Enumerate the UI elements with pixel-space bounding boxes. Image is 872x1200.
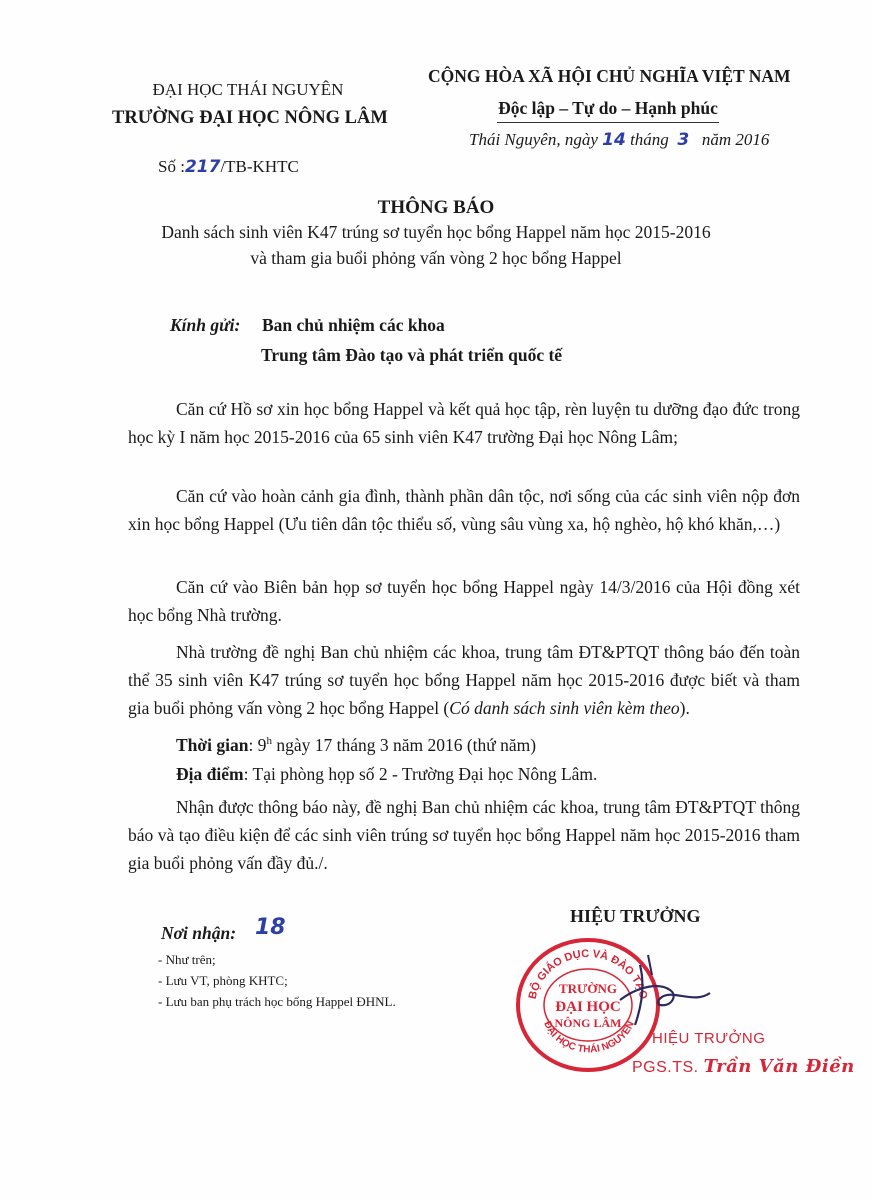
meeting-time <box>176 735 536 756</box>
paragraph-text: Căn cứ vào Biên bản họp sơ tuyển học bổng Happel ngày 14/3/2016 của Hội đồng xét học bổng Nhà trường. <box>128 577 800 625</box>
body-paragraph-5 <box>128 793 800 877</box>
handwritten-signature <box>600 945 730 1035</box>
notice-subtitle-line-2: và tham gia buổi phỏng vấn vòng 2 học bổng Happel <box>250 248 622 268</box>
stamp-center-line-2: ĐẠI HỌC <box>555 999 621 1015</box>
doc-number-handwritten: 217 <box>184 157 221 177</box>
time-label: Thời gian <box>176 735 249 755</box>
signature-title: HIỆU TRƯỞNG <box>570 906 701 926</box>
motto-underline <box>497 122 719 123</box>
meeting-place <box>176 764 597 785</box>
national-motto: Độc lập – Tự do – Hạnh phúc <box>498 98 718 118</box>
paragraph-text: Căn cứ Hồ sơ xin học bổng Happel và kết quả học tập, rèn luyện tu dưỡng đạo đức trong học kỳ I năm học 2015-2016 của 65 sinh viên K47 trường Đại học Nông Lâm; <box>128 399 800 447</box>
paragraph-text: Nhận được thông báo này, đề nghị Ban chủ nhiệm các khoa, trung tâm ĐT&PTQT thông báo và tạo điều kiện để các sinh viên trúng sơ tuyển học bổng Happel năm học 2015-2016 tham gia buổi phỏng vấn đầy đủ./. <box>128 797 800 873</box>
distribution-label: Nơi nhận: <box>161 923 237 943</box>
stamp-center-line-3: NÔNG LÂM <box>554 1016 622 1030</box>
recipient-line-2: Trung tâm Đào tạo và phát triển quốc tế <box>261 345 563 365</box>
document-number <box>158 157 299 177</box>
distribution-handwritten-mark: 18 <box>255 915 286 940</box>
body-paragraph-2 <box>128 482 800 538</box>
stamp-bottom-arc: ĐẠI HỌC THÁI NGUYÊN <box>541 1019 637 1056</box>
distribution-item: - Như trên; <box>158 952 216 967</box>
p4-end-text: ). <box>679 698 690 718</box>
parent-organization: ĐẠI HỌC THÁI NGUYÊN <box>152 80 344 99</box>
place-date-prefix: Thái Nguyên, ngày <box>469 130 598 149</box>
place-value: : Tại phòng họp số 2 - Trường Đại học Nông Lâm. <box>243 764 598 784</box>
time-superscript: h <box>266 735 272 748</box>
paragraph-text <box>128 638 800 722</box>
body-paragraph-1 <box>128 395 800 451</box>
recipients-label: Kính gửi: <box>170 315 241 335</box>
doc-number-suffix: /TB-KHTC <box>220 157 299 176</box>
body-paragraph-3 <box>128 573 800 629</box>
national-title: CỘNG HÒA XÃ HỘI CHỦ NGHĨA VIỆT NAM <box>428 66 791 86</box>
stamped-name: Trần Văn Điền <box>703 1056 855 1077</box>
body-paragraph-4 <box>128 638 800 722</box>
distribution-item: - Lưu ban phụ trách học bổng Happel ĐHNL. <box>158 994 396 1009</box>
date-month: 3 <box>677 130 690 150</box>
doc-number-prefix: Số : <box>158 157 185 176</box>
p4-italic-text: Có danh sách sinh viên kèm theo <box>449 698 680 718</box>
time-value-rest: ngày 17 tháng 3 năm 2016 (thứ năm) <box>271 735 537 755</box>
p4-main-text: Nhà trường đề nghị Ban chủ nhiệm các khoa, trung tâm ĐT&PTQT thông báo đến toàn thể 35 sinh viên K47 trúng sơ tuyển học bổng Happel năm học 2015-2016 được biết và tham gia buổi phỏng vấn vòng 2 học bổng Happel ( <box>128 642 800 718</box>
stamp-center-line-1: TRƯỜNG <box>558 981 618 996</box>
place-label: Địa điểm <box>176 764 244 784</box>
stamped-signer <box>632 1056 855 1077</box>
date-month-label: tháng <box>630 130 669 149</box>
stamp-top-arc: BỘ GIÁO DỤC VÀ ĐÀO TẠO <box>526 947 650 1001</box>
stamped-degree: PGS.TS. <box>632 1059 699 1076</box>
recipient-line-1: Ban chủ nhiệm các khoa <box>262 315 445 335</box>
date-year: năm 2016 <box>701 130 770 149</box>
stamped-title: HIỆU TRƯỞNG <box>652 1030 766 1047</box>
organization-name: TRƯỜNG ĐẠI HỌC NÔNG LÂM <box>112 108 388 128</box>
notice-subtitle-line-1: Danh sách sinh viên K47 trúng sơ tuyển học bổng Happel năm học 2015-2016 <box>161 222 711 242</box>
paragraph-text: Căn cứ vào hoàn cảnh gia đình, thành phần dân tộc, nơi sống của các sinh viên nộp đơn xin học bổng Happel (Ưu tiên dân tộc thiểu số, vùng sâu vùng xa, hộ nghèo, hộ khó khăn,…) <box>128 486 800 534</box>
notice-title: THÔNG BÁO <box>377 197 495 218</box>
place-date <box>469 130 769 150</box>
distribution-item: - Lưu VT, phòng KHTC; <box>158 973 288 988</box>
date-day: 14 <box>602 130 626 150</box>
time-value-prefix: : 9 <box>248 735 267 755</box>
